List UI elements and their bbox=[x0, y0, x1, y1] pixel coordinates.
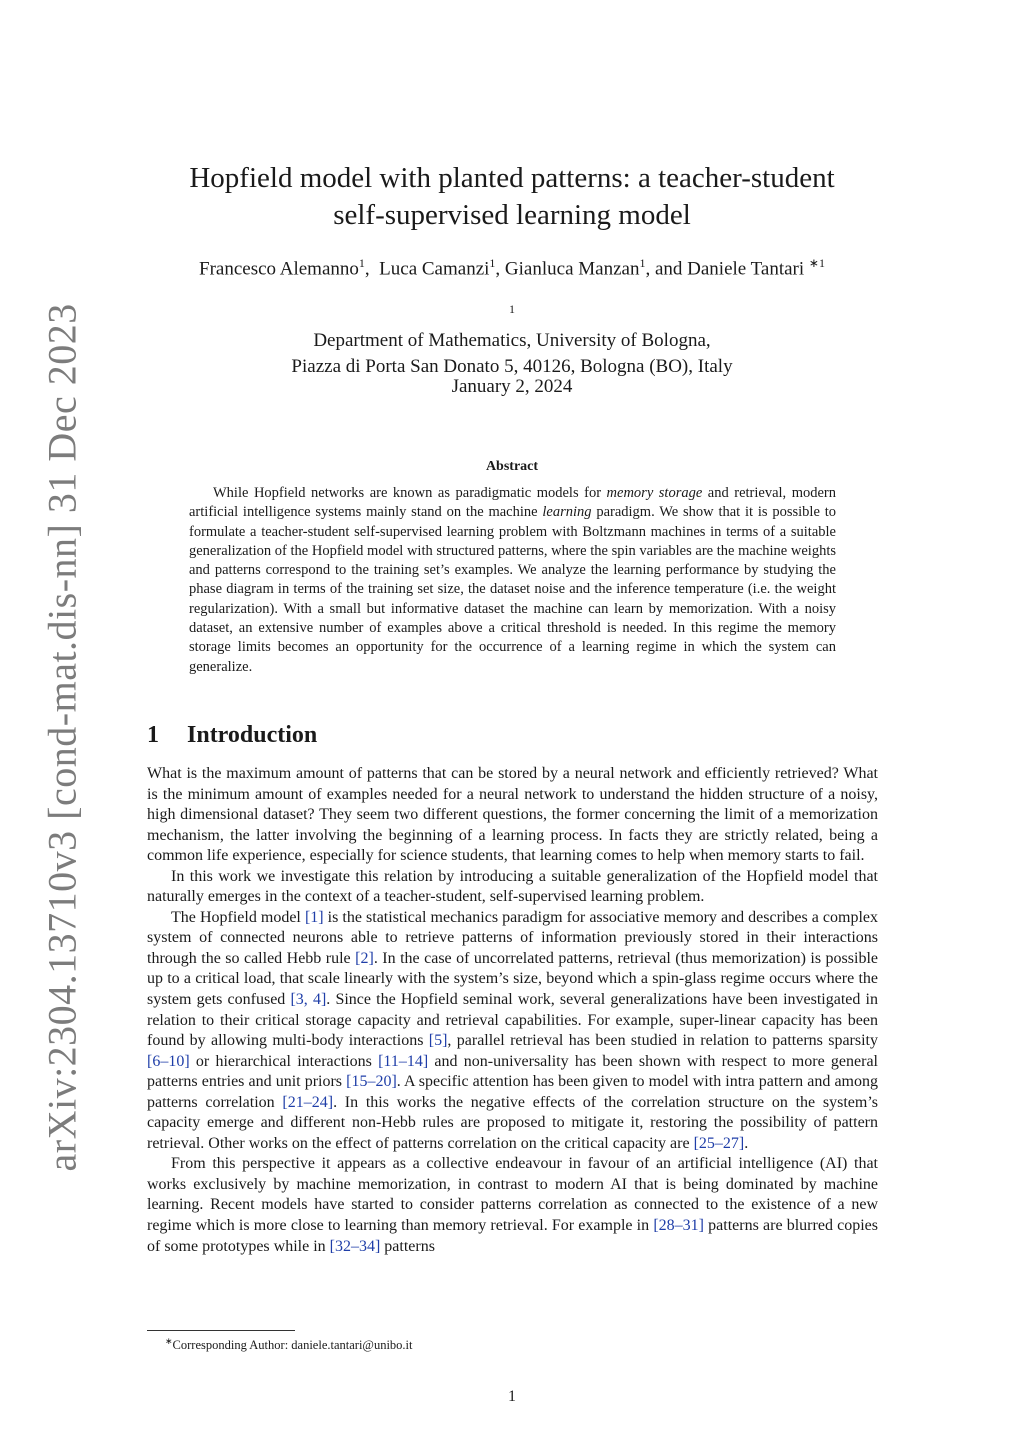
text-span: , parallel retrieval has been studied in relation to patterns sparsity bbox=[447, 1032, 878, 1050]
footnote bbox=[165, 1336, 413, 1353]
section-title: Introduction bbox=[187, 722, 318, 748]
author-name: Luca Camanzi bbox=[379, 258, 490, 280]
text-span: is the statistical mechanics paradigm for associative memory and describes a complex system of connected neurons able to retrieve patterns of information previously stored in their interactions through the so called Hebb rule bbox=[147, 908, 879, 967]
affiliation-mark: 1 bbox=[509, 302, 515, 316]
paragraph-2: In this work we investigate this relation by introducing a suitable generalization of the Hopfield model that naturally emerges in the context of a teacher-student, self-supervised learning problem. bbox=[147, 867, 878, 906]
introduction-body bbox=[147, 764, 878, 1257]
publication-date: January 2, 2024 bbox=[451, 376, 573, 397]
affiliation bbox=[140, 296, 884, 380]
abstract-span: While Hopfield networks are known as paradigmatic models for bbox=[213, 485, 607, 501]
text-span: and non-universality has been shown with respect to more general patterns entries and unit priors bbox=[147, 1052, 878, 1091]
author-separator: , and bbox=[645, 258, 688, 280]
author-name: Francesco Alemanno bbox=[199, 258, 359, 280]
abstract-text bbox=[189, 484, 836, 677]
abstract-emphasis: learning bbox=[542, 504, 592, 521]
citation-link[interactable]: [3, 4] bbox=[290, 991, 327, 1009]
citation-link[interactable]: [1] bbox=[304, 908, 324, 926]
author-affiliation-mark: ∗1 bbox=[808, 256, 825, 270]
citation-link[interactable]: [11–14] bbox=[378, 1052, 429, 1070]
footnote-rule bbox=[147, 1330, 295, 1331]
abstract-heading: Abstract bbox=[485, 459, 539, 474]
author-separator: , bbox=[364, 258, 380, 280]
paragraph-4 bbox=[147, 1154, 878, 1257]
title-line-2: self-supervised learning model bbox=[333, 199, 691, 231]
arxiv-identifier-stamp: arXiv:2304.13710v3 [cond-mat.dis-nn] 31 Dec 2023 bbox=[39, 303, 85, 1172]
text-span: or hierarchical interactions bbox=[189, 1052, 379, 1070]
abstract-span: and retrieval, modern artificial intelligence systems mainly stand on the machine bbox=[189, 485, 836, 521]
text-span: . bbox=[744, 1134, 749, 1152]
author-separator: , bbox=[495, 258, 505, 280]
author-affiliation-mark: 1 bbox=[639, 256, 646, 270]
citation-link[interactable]: [5] bbox=[428, 1032, 448, 1050]
text-span: From this perspective it appears as a collective endeavour in favour of an artificial intelligence (AI) that works exclusively by machine memorization, in contrast to modern AI that is being dominated by machine learning. Recent models have started to consider patterns correlation as connected to the existence of a new regime which is more close to learning than memory retrieval. For example in bbox=[147, 1155, 878, 1235]
section-heading-introduction bbox=[147, 722, 317, 749]
citation-link[interactable]: [32–34] bbox=[329, 1237, 381, 1255]
section-number: 1 bbox=[147, 722, 159, 748]
paragraph-1: What is the maximum amount of patterns that can be stored by a neural network and efficiently retrieved? What is the minimum amount of examples needed for a neural network to understand the hidden structure of a noisy, high dimensional dataset? They seem two different questions, the former concerning the limit of a memorization mechanism, the latter involving the beginning of a learning process. In facts they are strictly related, being a common life experience, especially for science students, that learning comes to help when memory starts to fail. bbox=[147, 765, 878, 865]
text-span: . In this works the negative effects of the correlation structure on the system’s capacity emerge and different non-Hebb rules are proposed to mitigate it, restoring the possibility of pattern retrieval. Other works on the effect of patterns correlation on the critical capacity are bbox=[147, 1093, 878, 1152]
page-number: 1 bbox=[508, 1388, 516, 1405]
text-span: patterns are blurred copies of some prototypes while in bbox=[147, 1217, 879, 1255]
author-affiliation-mark: 1 bbox=[358, 256, 365, 270]
title-line-1: Hopfield model with planted patterns: a teacher-student bbox=[189, 162, 835, 194]
citation-link[interactable]: [15–20] bbox=[346, 1073, 397, 1091]
affiliation-line-1 bbox=[140, 296, 884, 354]
text-span: . In the case of uncorrelated patterns, retrieval (thus memorization) is possible up to a critical load, that scale linearly with the system’s size, beyond which a spin-glass regime occurs where the system gets confused bbox=[147, 949, 879, 1009]
footnote-text: Corresponding Author: daniele.tantari@unibo.it bbox=[172, 1338, 413, 1353]
citation-link[interactable]: [6–10] bbox=[147, 1052, 190, 1070]
author-name: Gianluca Manzan bbox=[504, 258, 640, 280]
citation-link[interactable]: [28–31] bbox=[653, 1217, 704, 1235]
text-span: . A specific attention has been given to model with intra pattern and among patterns correlation bbox=[147, 1073, 879, 1111]
abstract-emphasis: memory storage bbox=[606, 485, 703, 501]
affiliation-department: Department of Mathematics, University of Bologna, bbox=[313, 330, 711, 352]
paragraph-3 bbox=[147, 908, 878, 1155]
paper-title bbox=[140, 160, 884, 234]
author-name: Daniele Tantari bbox=[687, 258, 805, 280]
citation-link[interactable]: [25–27] bbox=[693, 1134, 745, 1152]
author-list bbox=[120, 256, 904, 280]
footnote-mark: ∗ bbox=[165, 1336, 173, 1346]
text-span: The Hopfield model bbox=[171, 908, 305, 926]
author-affiliation-mark: 1 bbox=[489, 256, 496, 270]
abstract-span: paradigm. We show that it is possible to formulate a teacher-student self-supervised learning problem with Boltzmann machines in terms of a suitable generalization of the Hopfield model with structured patterns, where the spin variables are the machine weights and patterns correspond to the training set’s examples. We analyze the learning performance by studying the phase diagram in terms of the training set size, the dataset noise and the inference temperature (i.e. the weight regularization). With a small but informative dataset the machine can learn by memorization. With a noisy dataset, an extensive number of examples above a critical threshold is needed. In this regime the memory storage limits becomes an opportunity for the occurrence of a learning regime in which the system can generalize. bbox=[189, 504, 836, 675]
affiliation-line-2: Piazza di Porta San Donato 5, 40126, Bologna (BO), Italy bbox=[291, 356, 733, 378]
citation-link[interactable]: [2] bbox=[355, 949, 374, 967]
text-span: patterns bbox=[380, 1237, 435, 1255]
citation-link[interactable]: [21–24] bbox=[282, 1093, 334, 1111]
text-span: . Since the Hopfield seminal work, several generalizations have been investigated in relation to their critical storage capacity and retrieval capabilities. For example, super-linear capacity has been found by allowing multi-body interactions bbox=[147, 991, 879, 1050]
